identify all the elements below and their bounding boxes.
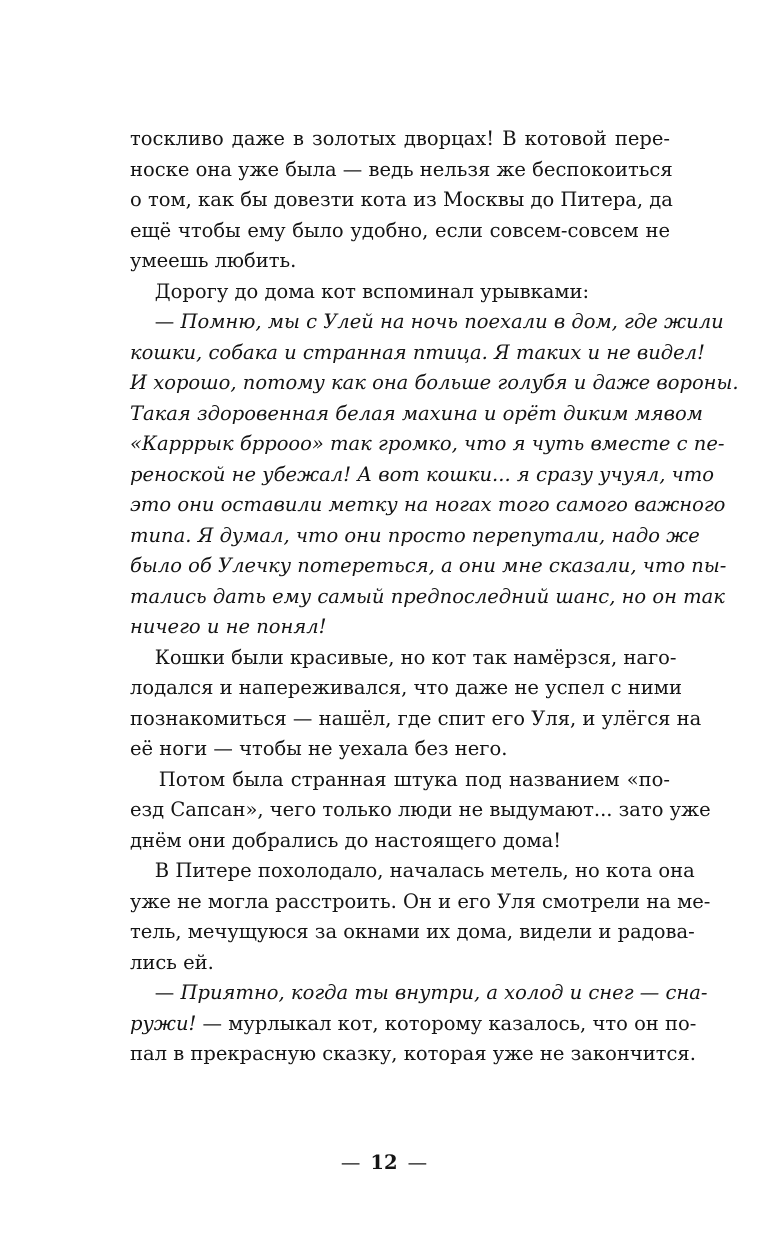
paragraph xyxy=(130,124,673,277)
text-segment: её ноги — чтобы не уехала без него. xyxy=(130,737,508,760)
text-line xyxy=(130,1009,697,1040)
page-footer xyxy=(0,1151,768,1174)
text-segment: ещё чтобы ему было удобно, если совсем-совсем не xyxy=(130,218,670,242)
text-segment: Кошки были красивые, но кот так намёрзся, наго- xyxy=(130,645,677,669)
text-line xyxy=(130,948,670,979)
text-segment: — xyxy=(130,310,181,333)
italic-text: И хорошо, потому как она больше голубя и даже вороны. xyxy=(130,371,739,394)
text-segment: лодался и напереживался, что даже не успел с ними xyxy=(130,676,682,699)
text-line xyxy=(130,185,673,216)
text-segment: езд Сапсан», чего только люди не выдумают... зато уже xyxy=(130,798,711,821)
text-segment: тоскливо даже в золотых дворцах! В котовой пере- xyxy=(130,127,670,150)
text-line xyxy=(130,399,703,430)
text-line xyxy=(130,704,702,735)
italic-text: «Карррык бррооо» так громко, что я чуть вместе с пе- xyxy=(130,432,725,455)
text-segment: Дорогу до дома кот вспоминал урывками: xyxy=(130,279,590,303)
text-line xyxy=(130,856,695,887)
italic-text: ничего и не понял! xyxy=(130,615,327,638)
footer-dash-right: — xyxy=(407,1151,428,1174)
text-line xyxy=(130,643,677,674)
italic-text: Приятно, когда ты внутри, а холод и снег — сна- xyxy=(180,981,708,1004)
text-segment: — мурлыкал кот, которому казалось, что он по- xyxy=(196,1011,697,1035)
text-line xyxy=(130,338,705,369)
text-line xyxy=(130,1039,696,1070)
text-line xyxy=(130,551,727,582)
paragraph xyxy=(130,277,670,308)
text-segment: умеешь любить. xyxy=(130,249,297,272)
italic-text: типа. Я думал, что они просто перепутали, надо же xyxy=(130,523,700,547)
text-line xyxy=(130,917,695,948)
text-line xyxy=(130,765,670,796)
page-number: 12 xyxy=(370,1151,398,1174)
paragraph xyxy=(130,856,711,978)
text-segment: носке она уже была — ведь нельзя же беспокоиться xyxy=(130,157,673,181)
text-line xyxy=(130,368,739,399)
italic-text: кошки, собака и странная птица. Я таких и не видел! xyxy=(130,340,705,364)
text-line xyxy=(130,795,711,826)
italic-text: тались дать ему самый предпоследний шанс, но он так xyxy=(130,584,725,608)
text-line xyxy=(130,978,708,1009)
text-line xyxy=(130,490,726,521)
text-segment: В Питере похолодало, началась метель, но кота она xyxy=(130,859,695,882)
body-text xyxy=(130,124,739,1070)
text-line xyxy=(130,216,670,247)
text-segment: лись ей. xyxy=(130,950,214,974)
text-line xyxy=(130,277,670,308)
italic-text: Такая здоровенная белая махина и орёт диким мявом xyxy=(130,401,703,425)
text-line xyxy=(130,429,725,460)
text-segment: познакомиться — нашёл, где спит его Уля, и улёгся на xyxy=(130,706,702,730)
paragraph xyxy=(130,978,708,1070)
italic-text: ружи! xyxy=(130,1011,197,1035)
text-line xyxy=(130,582,725,613)
paragraph xyxy=(130,765,711,857)
text-line xyxy=(130,521,700,552)
text-line xyxy=(130,826,670,857)
footer-dash-left: — xyxy=(340,1151,361,1174)
text-segment: днём они добрались до настоящего дома! xyxy=(130,828,562,852)
italic-text: это они оставили метку на ногах того самого важного xyxy=(130,493,726,516)
text-segment: тель, мечущуюся за окнами их дома, видели и радова- xyxy=(130,920,695,943)
text-line xyxy=(130,246,670,277)
text-segment: Потом была странная штука под названием «по- xyxy=(130,767,670,791)
text-line xyxy=(130,460,714,491)
italic-text: было об Улечку потереться, а они мне сказали, что пы- xyxy=(130,554,727,577)
text-line xyxy=(130,887,711,918)
text-line xyxy=(130,307,724,338)
paragraph xyxy=(130,643,702,765)
text-segment: — xyxy=(130,981,181,1004)
italic-text: реноской не убежал! А вот кошки... я сразу учуял, что xyxy=(130,462,714,486)
italic-text: Помню, мы с Улей на ночь поехали в дом, где жили xyxy=(180,310,724,333)
text-line xyxy=(130,673,682,704)
paragraph xyxy=(130,307,739,643)
text-segment: пал в прекрасную сказку, которая уже не закончится. xyxy=(130,1042,696,1065)
text-segment: уже не могла расстроить. Он и его Уля смотрели на ме- xyxy=(130,889,711,913)
text-line xyxy=(130,124,670,155)
text-segment: о том, как бы довезти кота из Москвы до Питера, да xyxy=(130,188,673,211)
text-line xyxy=(130,612,670,643)
text-line xyxy=(130,155,673,186)
text-line xyxy=(130,734,670,765)
